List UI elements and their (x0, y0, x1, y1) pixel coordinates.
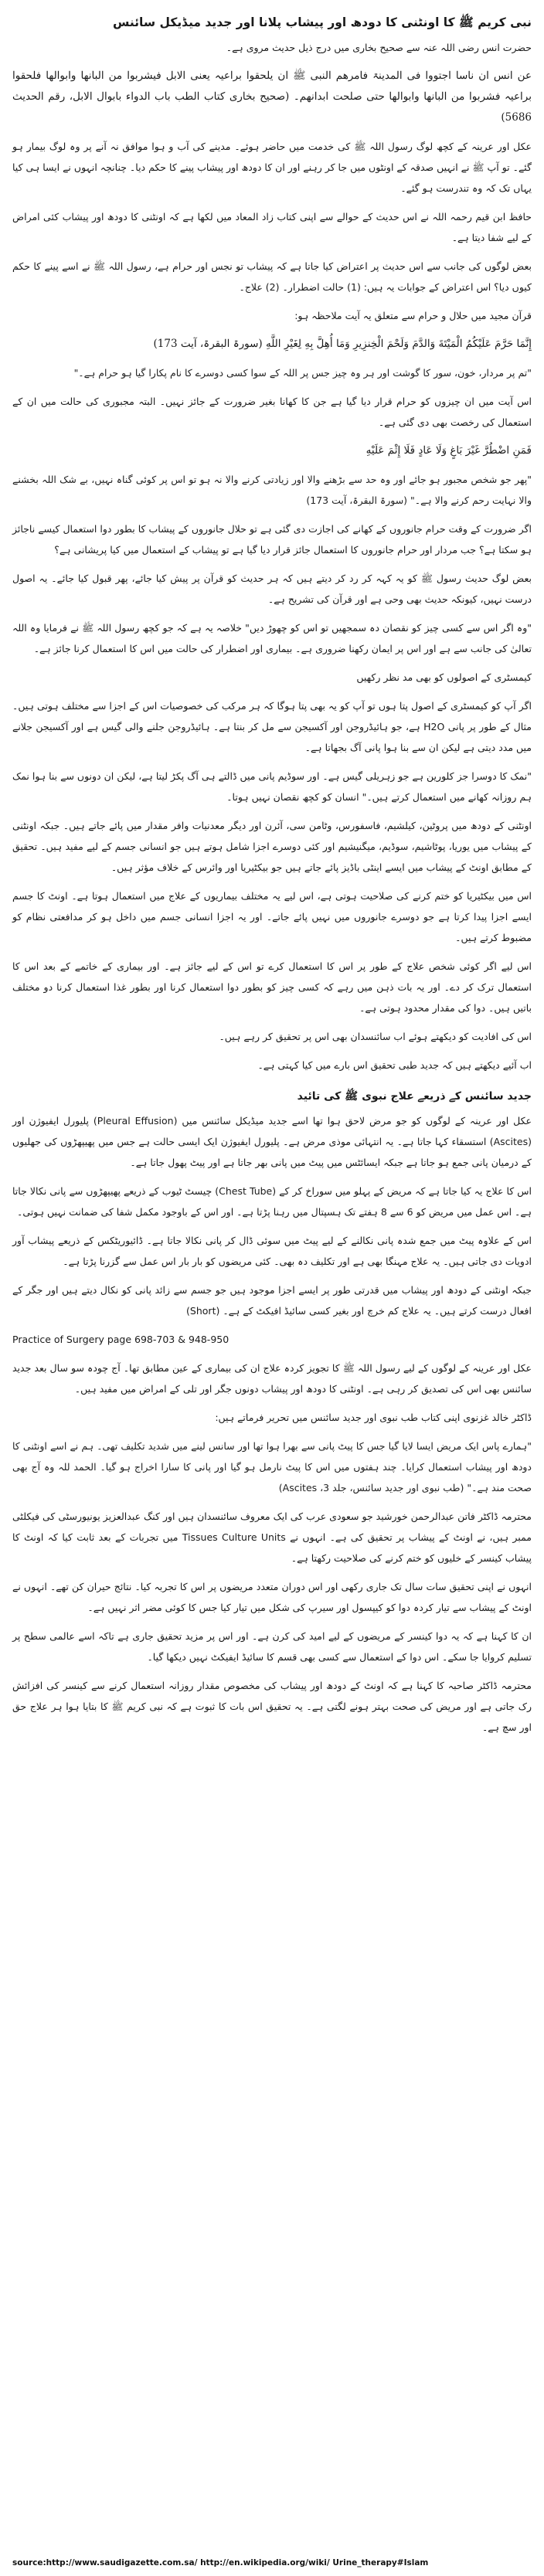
prohibition-paragraph: اس آیت میں ان چیزوں کو حرام قرار دیا گیا ہے جن کا کھانا بغیر ضرورت کے جائز نہیں۔ البتہ مجبوری کی حالت میں ان کے استعمال کی رخصت بھی دی گئی ہے۔ (12, 396, 532, 428)
quran-exception-translation: "پھر جو شخص مجبور ہو جائے اور وہ حد سے بڑھنے والا اور زیادتی کرنے والا نہ ہو تو اس پر کوئی گناہ نہیں، بے شک اللہ بخشنے والا نہایت رحم کرنے والا ہے۔" (سورۃ البقرۃ، آیت 173) (12, 474, 532, 506)
chest-tube-paragraph: اس کا علاج یہ کیا جاتا ہے کہ مریض کے پہلو میں سوراخ کر کے (Chest Tube) چیسٹ ٹیوب کے ذریعے پھیپھڑوں سے پانی نکالا جاتا ہے۔ اس عمل میں مریض کو 6 سے 8 ہفتے تک ہسپتال میں رہنا پڑتا ہے۔ اور اس کے باوجود مکمل شفا کی ضمانت نہیں ہوتی۔ (12, 1185, 532, 1218)
source-footer: source:http://www.saudigazette.com.sa/ http://en.wikipedia.org/wiki/ Urine_therapy#Islam (12, 2558, 429, 2568)
hadith-arabic-text: عن انس ان ناسا اجتووا فی المدینۃ فامرھم النبی ﷺ ان یلحقوا براعیہ یعنی الابل فیشربوا من البانھا وابوالھا فلحقوا براعیہ فشربوا من البانھا وابوالھا حتی صلحت ابدانھم۔ (صحیح بخاری کتاب الطب باب الدواء بابوال الابل، رقم الحدیث 5686) (12, 70, 532, 124)
hadith-rejection-paragraph: بعض لوگ حدیث رسول ﷺ کو یہ کہہ کر رد کر دیتے ہیں کہ ہر حدیث کو قرآن پر پیش کیا جائے، پھر قبول کیا جائے۔ یہ اصول درست نہیں، کیونکہ حدیث بھی وحی ہے اور قرآن کی تشریح ہے۔ (12, 573, 532, 605)
prophetic-treatment-paragraph: عکل اور عرینہ کے لوگوں کے لیے رسول اللہ ﷺ کا تجویز کردہ علاج ان کی بیماری کے عین مطابق تھا۔ آج چودہ سو سال بعد جدید سائنس بھی اس کی تصدیق کر رہی ہے۔ اونٹنی کا دودھ اور پیشاب دونوں جگر اور تلی کے امراض میں مفید ہیں۔ (12, 1362, 532, 1395)
transition-paragraph: اب آئیے دیکھتے ہیں کہ جدید طبی تحقیق اس بارے میں کیا کہتی ہے۔ (257, 1059, 532, 1071)
hadith-translation: عکل اور عرینہ کے کچھ لوگ رسول اللہ ﷺ کی خدمت میں حاضر ہوئے۔ مدینے کی آب و ہوا موافق نہ آنے پر وہ لوگ بیمار ہو گئے۔ تو آپ ﷺ نے انہیں صدقہ کے اونٹوں میں جا کر رہنے اور ان کا دودھ اور پیشاب پینے کا حکم دیا۔ چنانچہ انہوں نے ایسا ہی کیا یہاں تک کہ وہ تندرست ہو گئے۔ (12, 141, 532, 194)
milk-composition-paragraph: اونٹنی کے دودھ میں پروٹین، کیلشیم، فاسفورس، وٹامن سی، آئرن اور دیگر معدنیات وافر مقدار میں پائے جاتے ہیں۔ جبکہ اونٹنی کے پیشاب میں یوریا، پوٹاشیم، سوڈیم، میگنیشیم اور کئی دوسرے اجزا شامل ہوتے ہیں جو انسانی جسم کے لیے مفید ہیں۔ تحقیق کے مطابق اونٹ کے پیشاب میں ایسے اینٹی باڈیز پائے جاتے ہیں جو بیکٹیریا اور وائرس کے خلاف مؤثر ہیں۔ (12, 820, 532, 873)
quran-verse-translation: "تم پر مردار، خون، سور کا گوشت اور ہر وہ چیز جس پر اللہ کے سوا کسی دوسرے کا نام پکارا گیا ہو حرام ہے۔" (73, 367, 532, 379)
necessity-paragraph: اگر ضرورت کے وقت حرام جانوروں کے کھانے کی اجازت دی گئی ہے تو حلال جانوروں کے پیشاب کا بطور دوا استعمال کیسے ناجائز ہو سکتا ہے؟ جب مردار اور حرام جانوروں کا استعمال جائز قرار دیا گیا ہے تو پیشاب کے استعمال میں کیا پریشانی ہے؟ (12, 523, 532, 556)
antibacterial-paragraph: اس میں بیکٹیریا کو ختم کرنے کی صلاحیت ہوتی ہے، اس لیے یہ مختلف بیماریوں کے علاج میں استعمال ہوتا ہے۔ اونٹ کا جسم ایسے اجزا پیدا کرتا ہے جو دوسرے جانوروں میں نہیں پائے جاتے۔ اور یہ اجزا انسانی جسم میں داخل ہو کر مدافعتی نظام کو مضبوط کرتے ہیں۔ (12, 890, 532, 943)
dr-faten-paragraph: محترمہ ڈاکٹر فاتن عبدالرحمن خورشید جو سعودی عرب کی ایک معروف سائنسدان ہیں اور کنگ عبدالعزیز یونیورسٹی کی فیکلٹی ممبر ہیں، نے اونٹ کے پیشاب پر تحقیق کی ہے۔ انہوں نے Tissues Culture Units میں تجربات کے بعد ثابت کیا کہ اونٹ کا پیشاب کینسر کے خلیوں کو ختم کرنے کی صلاحیت رکھتا ہے۔ (12, 1511, 532, 1564)
cancer-hope-paragraph: ان کا کہنا ہے کہ یہ دوا کینسر کے مریضوں کے لیے امید کی کرن ہے۔ اور اس پر مزید تحقیق جاری ہے تاکہ اسے عالمی سطح پر تسلیم کروایا جا سکے۔ اس دوا کے استعمال سے کسی بھی قسم کا سائیڈ ایفیکٹ نہیں دیکھا گیا۔ (12, 1630, 532, 1663)
natural-remedy-paragraph: جبکہ اونٹنی کے دودھ اور پیشاب میں قدرتی طور پر ایسے اجزا موجود ہیں جو جسم سے زائد پانی کو نکال دیتے ہیں اور جگر کے افعال درست کرتے ہیں۔ یہ علاج کم خرچ اور بغیر کسی سائیڈ افیکٹ کے ہے۔ (Short) (12, 1284, 532, 1317)
objection-paragraph: بعض لوگوں کی جانب سے اس حدیث پر اعتراض کیا جاتا ہے کہ پیشاب تو نجس اور حرام ہے، رسول اللہ ﷺ نے اسے پینے کا حکم کیوں دیا؟ اس اعتراض کے جوابات یہ ہیں: (1) حالت اضطرار۔ (2) علاج۔ (12, 260, 532, 293)
research-note-paragraph: اس کی افادیت کو دیکھتے ہوئے اب سائنسدان بھی اس پر تحقیق کر رہے ہیں۔ (219, 1031, 532, 1042)
medicine-vs-food-paragraph: اس لیے اگر کوئی شخص علاج کے طور پر اس کا استعمال کرے تو اس کے لیے جائز ہے۔ اور بیماری کے خاتمے کے بعد اس کا استعمال ترک کر دے۔ اور یہ بات ذہن میں رہے کہ کسی چیز کو بطور دوا استعمال کرنا اور بطور غذا استعمال کرنا دو مختلف باتیں ہیں۔ دوا کی مقدار محدود ہوتی ہے۔ (12, 960, 532, 1014)
chemistry-subheading: کیمسٹری کے اصولوں کو بھی مد نظر رکھیں (356, 671, 532, 683)
pleural-effusion-paragraph: عکل اور عرینہ کے لوگوں کو جو مرض لاحق ہوا تھا اسے جدید میڈیکل سائنس میں (Pleural Effusion) پلیورل ایفیوژن اور (Ascites) استسقاء کہا جاتا ہے۔ یہ انتہائی موذی مرض ہے۔ پلیورل ایفیوژن ایک ایسی حالت ہے جس میں پھیپھڑوں کی جھلیوں کے درمیان پانی جمع ہو جاتا ہے جبکہ ایسائٹس میں پیٹ میں پانی بھر جاتا ہے اور پیٹ پھول جاتا ہے۔ (12, 1115, 532, 1168)
dr-ghaznavi-quote: "ہمارے پاس ایک مریض ایسا لایا گیا جس کا پیٹ پانی سے بھرا ہوا تھا اور سانس لینے میں شدید تکلیف تھی۔ ہم نے اسے اونٹنی کا دودھ اور پیشاب استعمال کرایا۔ چند ہفتوں میں اس کا پیٹ نارمل ہو گیا اور پانی کا سارا اخراج ہو گیا۔ الحمد للہ وہ آج بھی صحت مند ہے۔" (طب نبوی اور جدید سائنس، جلد 3، Ascites) (12, 1440, 532, 1494)
quran-intro: قرآن مجید میں حلال و حرام سے متعلق یہ آیت ملاحظہ ہو: (294, 310, 532, 321)
reference-citation: Practice of Surgery page 698-703 & 948-950 (12, 1334, 230, 1345)
dr-ghaznavi-intro: ڈاکٹر خالد غزنوی اپنی کتاب طب نبوی اور جدید سائنس میں تحریر فرماتے ہیں: (215, 1412, 532, 1423)
chemistry-paragraph: اگر آپ کو کیمسٹری کے اصول پتا ہوں تو آپ کو یہ بھی پتا ہوگا کہ ہر مرکب کی خصوصیات اس کے اجزا سے مختلف ہوتی ہیں۔ مثال کے طور پر پانی H2O ہے، جو ہائیڈروجن اور آکسیجن سے مل کر بنتا ہے۔ ہائیڈروجن جلنے والی گیس ہے اور آکسیجن جلانے میں مدد دیتی ہے لیکن ان سے بنا ہوا پانی آگ بجھاتا ہے۔ (12, 700, 532, 753)
quran-verse-arabic: إِنَّمَا حَرَّمَ عَلَيْكُمُ الْمَيْتَةَ وَالدَّمَ وَلَحْمَ الْخِنزِيرِ وَمَا أُهِلَّ بِهِ لِغَيْرِ اللَّهِ (سورۃ البقرۃ، آیت 173) (153, 338, 532, 350)
ibn-qayyim-note: حافظ ابن قیم رحمہ اللہ نے اس حدیث کے حوالے سے اپنی کتاب زاد المعاد میں لکھا ہے کہ اونٹنی کا دودھ اور پیشاب کئی امراض کے لیے شفا دیتا ہے۔ (12, 211, 532, 243)
research-duration-paragraph: انہوں نے اپنی تحقیق سات سال تک جاری رکھی اور اس دوران متعدد مریضوں پر اس کا تجربہ کیا۔ نتائج حیران کن تھے۔ انہوں نے اونٹ کے پیشاب سے تیار کردہ دوا کو کیپسول اور سیرپ کی شکل میں تیار کیا جس کا کوئی مضر اثر نہیں ہے۔ (12, 1581, 532, 1613)
intro-paragraph: حضرت انس رضی اللہ عنہ سے صحیح بخاری میں درج ذیل حدیث مروی ہے۔ (226, 42, 532, 53)
quran-exception-arabic: فَمَنِ اضْطُرَّ غَيْرَ بَاغٍ وَلَا عَادٍ فَلَا إِثْمَ عَلَيْهِ (366, 444, 532, 457)
ascites-treatment-paragraph: اس کے علاوہ پیٹ میں جمع شدہ پانی نکالنے کے لیے پیٹ میں سوئی ڈال کر پانی نکالا جاتا ہے۔ ڈائیوریٹکس کے ذریعے پیشاب آور ادویات دی جاتی ہیں۔ یہ علاج مہنگا بھی ہے اور تکلیف دہ بھی۔ کئی مریضوں کو بار بار اس عمل سے گزرنا پڑتا ہے۔ (12, 1235, 532, 1267)
document-title: نبی کریم ﷺ کا اونٹنی کا دودھ اور پیشاب پلانا اور جدید میڈیکل سائنس (112, 15, 532, 29)
salt-paragraph: "نمک کا دوسرا جز کلورین ہے جو زہریلی گیس ہے۔ اور سوڈیم پانی میں ڈالتے ہی آگ پکڑ لیتا ہے، لیکن ان دونوں سے بنا ہوا نمک ہم روزانہ کھانے میں استعمال کرتے ہیں۔" انسان کو کچھ نقصان نہیں ہوتا۔ (12, 770, 532, 803)
summary-paragraph: "وہ اگر اس سے کسی چیز کو نقصان دہ سمجھیں تو اس کو چھوڑ دیں" خلاصہ یہ ہے کہ جو کچھ رسول اللہ ﷺ نے فرمایا وہ اللہ تعالیٰ کی جانب سے ہے اور اس پر ایمان رکھنا ضروری ہے۔ بیماری اور اضطرار کی حالت میں اس کا استعمال کرنا جائز ہے۔ (12, 622, 532, 654)
section-heading: جدید سائنس کے ذریعے علاج نبوی ﷺ کی تائید (297, 1090, 532, 1103)
closing-paragraph: محترمہ ڈاکٹر صاحبہ کا کہنا ہے کہ اونٹ کے دودھ اور پیشاب کی مخصوص مقدار روزانہ استعمال کرنے سے کینسر کی افزائش رک جاتی ہے اور مریض کی صحت بہتر ہونے لگتی ہے۔ یہ تحقیق اس بات کا ثبوت ہے کہ نبی کریم ﷺ کا بتایا ہوا ہر علاج حق اور سچ ہے۔ (12, 1680, 532, 1733)
